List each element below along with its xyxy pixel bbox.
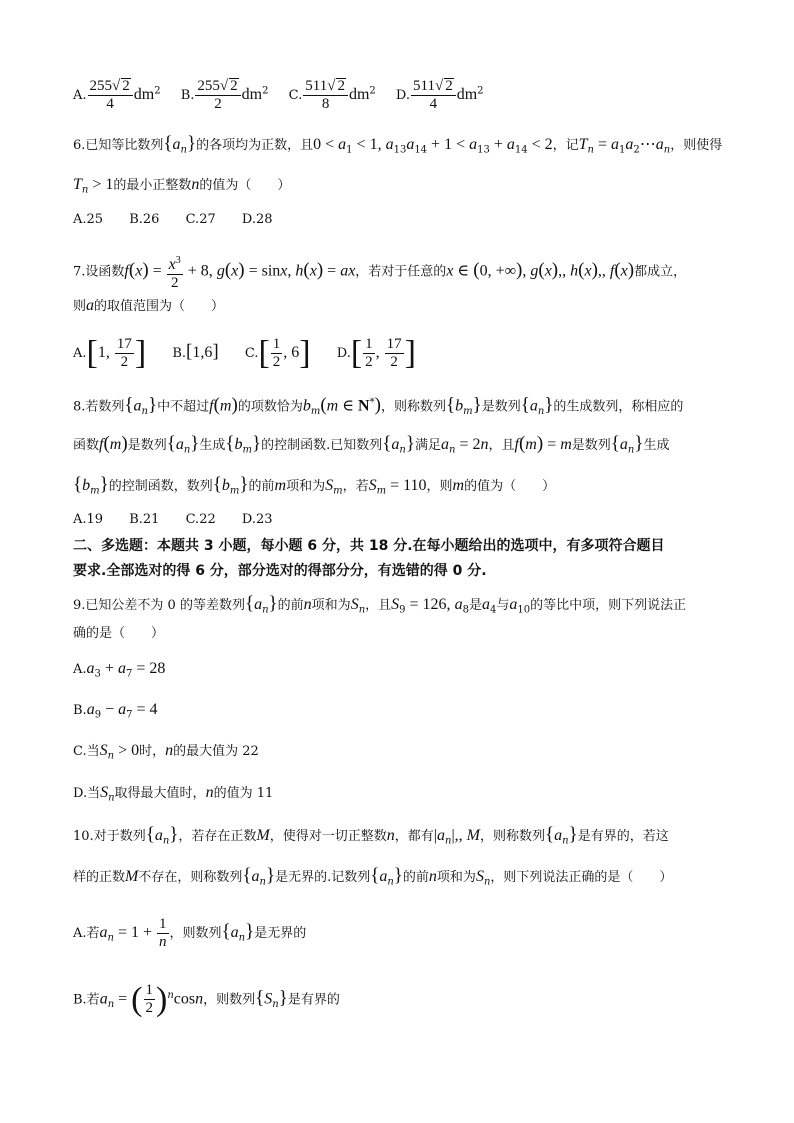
q5-option-c[interactable]: C. $\frac{511√ 2}{8}$ $dm^2$ (288, 78, 376, 112)
q7-option-c[interactable]: C.[ $\frac{1}{2}$ , 6] (244, 334, 311, 372)
q9-stem-line1: 9.已知公差不为 0 的等差数列$\{a_n\}$的前n项和为$S_n$，且$S_9 = 126$, $a_8$是$a_4$与$a_{10}$的等比中项，则下列说法正 (73, 593, 687, 616)
q8-option-a[interactable]: A.19 (73, 512, 104, 527)
q8-options (73, 510, 273, 530)
q6-stem-line1: 6.已知等比数列$\{a_n\}$的各项均为正数，且$0 < a_1 < 1$, $a_{13}a_{14} + 1 < a_{13} + a_{14} < 2$，记$T_n$ = $a_1a_2\cdots a_n$，则使得 (73, 133, 723, 156)
q10-option-a[interactable]: A.若$a_n = 1$ + $\frac{1}{n}$ ，则数列$\{a_n\}$是无界的 (73, 916, 307, 950)
section-heading-line2: 要求.全部选对的得 6 分，部分选对的得部分分，有选错的得 0 分. (73, 563, 487, 579)
q7-stem-line2: 则a的取值范围为（ ） (73, 297, 225, 314)
q5-options (73, 78, 484, 113)
q8-option-d[interactable]: D.23 (241, 512, 273, 527)
q6-stem-line2: $T_n > 1$的最小正整数n的值为（ ） (73, 176, 291, 196)
q7-option-d[interactable]: D.[ $\frac{1}{2}$ , $\frac{17}{2}$ ] (336, 334, 416, 372)
q10-option-b[interactable]: B.若$a_n$ = ( $\frac{1}{2}$ )$^n$cosn，则数列$\{S_n\}$是有界的 (73, 980, 340, 1018)
q6-option-b[interactable]: B.26 (129, 212, 160, 227)
q9-stem-line2: 确的是（ ） (73, 626, 165, 641)
q9-option-c[interactable]: C.当$S_n > 0$时，n的最大值为 22 (73, 742, 259, 762)
q6-option-a[interactable]: A.25 (73, 212, 104, 227)
q8-option-c[interactable]: C.22 (185, 512, 216, 527)
q9-option-a[interactable]: $A.a_3 + a_7 = 28$ (73, 660, 166, 680)
q8-stem-line1: 8.若数列$\{a_n\}$中不超过f(m)的项数恰为$b_m(m$ ∈ N*)，则称数列$\{b_m\}$是数列$\{a_n\}$的生成数列，称相应的 (73, 394, 684, 417)
q7-options (73, 334, 416, 372)
q5-option-b[interactable]: B. $\frac{255√ 2}{2}$ $dm^2$ (180, 78, 269, 112)
q6-option-d[interactable]: D.28 (241, 212, 273, 227)
section-heading-line1: 二、多选题：本题共 3 小题，每小题 6 分，共 18 分.在每小题给出的选项中，有多项符合题目 (73, 538, 665, 554)
q8-stem-line3: $\{b_m\}$的控制函数，数列$\{b_m\}$的前m项和为$S_m$，若$S_m = 110$，则m的值为（ ） (73, 474, 556, 497)
q7-option-b[interactable]: B.[1,6] (172, 341, 219, 362)
q7-option-a[interactable]: A.[1, $\frac{17}{2}$ ] (73, 334, 147, 372)
q10-stem-line2: 样的正数M不存在，则称数列$\{a_n\}$是无界的.记数列$\{a_n\}$的前n项和为$S_n$，则下列说法正确的是（ ） (73, 865, 673, 888)
q9-option-b[interactable]: $B.a_9 - a_7 = 4$ (73, 701, 158, 721)
q6-options (73, 210, 273, 230)
q5-option-d[interactable]: D. $\frac{511√ 2}{4}$ $dm^2$ (395, 78, 484, 112)
q7-stem-line1: 7.设函数f(x) = $\frac{x^3}{2}$ + 8, g(x) = sinx, h(x) = ax，若对于任意的x ∈ (0, +∞), g(x),, h(x),, f(x)都成立， (73, 252, 686, 292)
q8-option-b[interactable]: B.21 (129, 512, 160, 527)
q5-option-a[interactable]: A. $\frac{255√ 2}{4}$ $dm^2$ (73, 78, 161, 112)
q6-option-c[interactable]: C.27 (185, 212, 216, 227)
q10-stem-line1: 10.对于数列$\{a_n\}$，若存在正数M，使得对一切正整数n，都有$|a_n|$,, M，则称数列$\{a_n\}$是有界的，若这 (73, 824, 669, 847)
q8-stem-line2: 函数f(m)是数列$\{a_n\}$生成$\{b_m\}$的控制函数.已知数列$\{a_n\}$满足$a_n = 2n$，且f(m) = m是数列$\{a_n\}$生成 (73, 433, 670, 456)
q9-option-d[interactable]: D.当$S_n$取得最大值时，n的值为 11 (73, 784, 274, 804)
